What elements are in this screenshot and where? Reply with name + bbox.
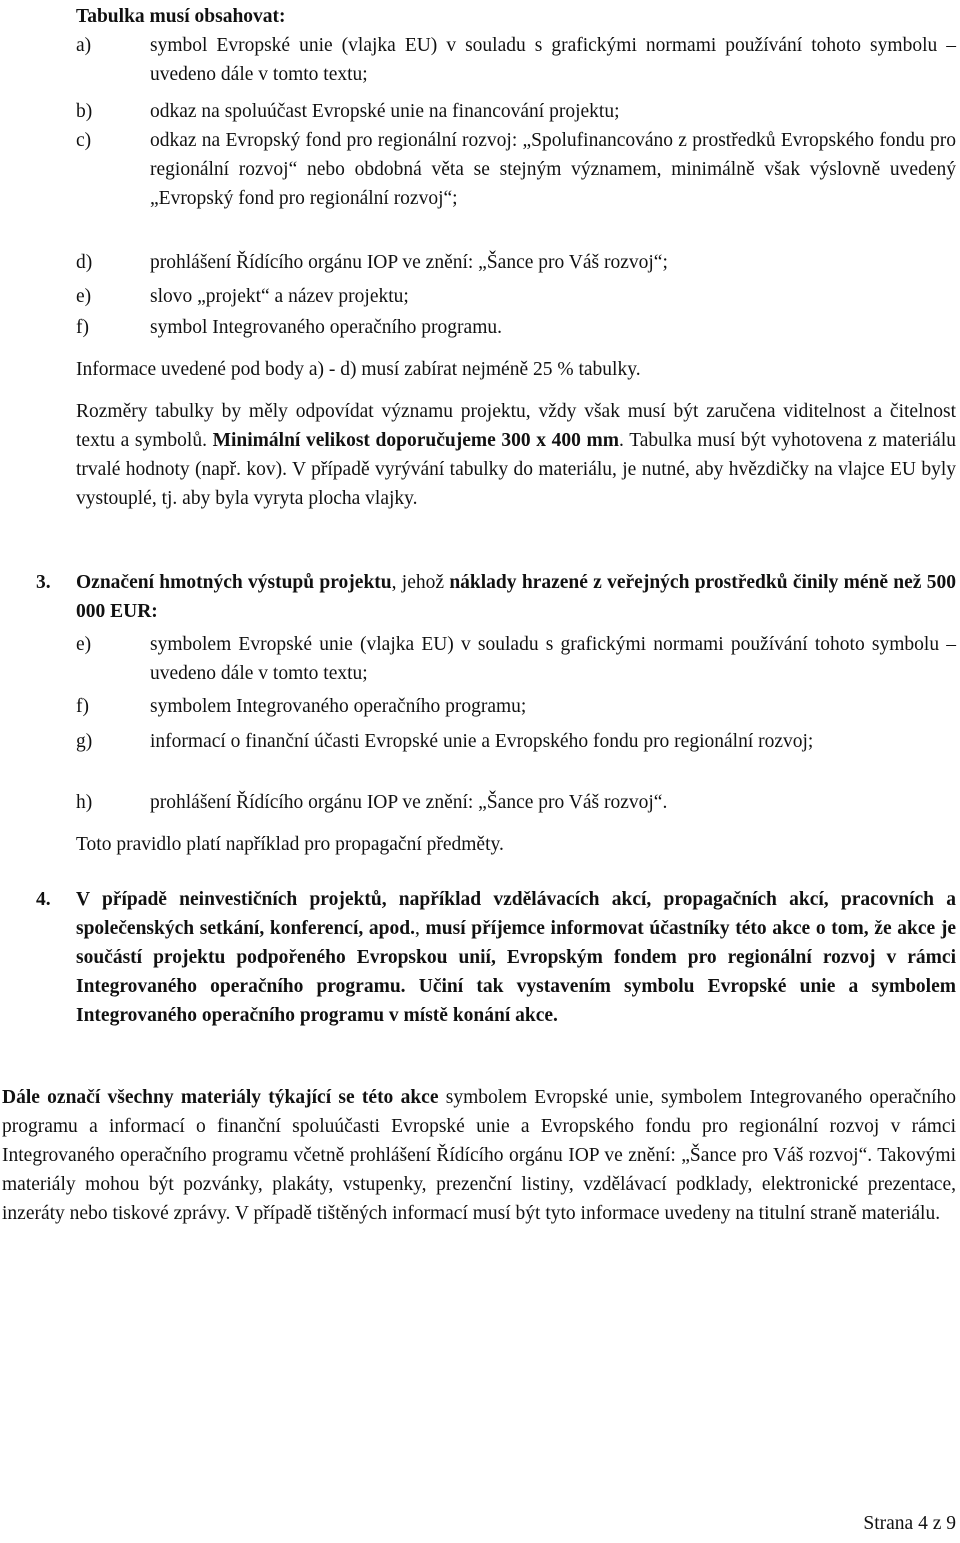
list-item-d (76, 248, 956, 277)
item-text: symbol Integrovaného operačního programu. (150, 317, 502, 338)
section-3-heading (76, 568, 956, 626)
item-text: prohlášení Řídícího orgánu IOP ve znění: „Šance pro Váš rozvoj“; (150, 252, 668, 273)
item-label: b) (76, 101, 93, 122)
list-heading: Tabulka musí obsahovat: (76, 6, 286, 27)
section-3-number: 3. (36, 572, 51, 593)
item-text: informací o finanční účasti Evropské unie a Evropského fondu pro regionální rozvoj; (150, 731, 814, 752)
item-label: h) (76, 792, 93, 813)
section-4-bold-2: musí příjemce informovat účastníky této akce o tom, že akce je součástí projektu podpořeného Evropskou unií, Evropským fondem pro regionální rozvoj v rámci Integrovaného operačního programu. Učiní tak vystavením symbolu Evropské unie a symbolem Integrovaného operačního programu v místě konání akce. (76, 918, 956, 1026)
item-label: d) (76, 252, 93, 273)
size-paragraph (76, 397, 956, 513)
section-3-bold-2: náklady hrazené z veřejných prostředků činily méně než 500 000 EUR: (76, 572, 956, 622)
section-3-item-h (76, 788, 956, 817)
section-3-text-1: , jehož (391, 572, 450, 593)
section-4-paragraph (76, 885, 956, 1030)
final-paragraph (2, 1083, 956, 1228)
item-text: prohlášení Řídícího orgánu IOP ve znění: „Šance pro Váš rozvoj“. (150, 792, 668, 813)
section-4-text-1: , (414, 918, 426, 939)
list-item-e (76, 282, 956, 311)
section-3-item-g (76, 727, 956, 756)
item-label: f) (76, 317, 89, 338)
item-text: symbolem Evropské unie (vlajka EU) v souladu s grafickými normami používání tohoto symbolu – uvedeno dále v tomto textu; (150, 634, 956, 684)
item-label: f) (76, 696, 89, 717)
item-label: c) (76, 130, 92, 151)
item-text: symbol Evropské unie (vlajka EU) v souladu s grafickými normami používání tohoto symbolu – uvedeno dále v tomto textu; (150, 35, 956, 85)
page-number: Strana 4 z 9 (863, 1513, 956, 1534)
list-item-b (76, 97, 956, 126)
final-bold: Dále označí všechny materiály týkající se této akce (2, 1087, 439, 1108)
item-text: odkaz na Evropský fond pro regionální rozvoj: „Spolufinancováno z prostředků Evropského fondu pro regionální rozvoj“ nebo obdobná věta se stejným významem, minimálně však výslovně uvedený „Evropský fond pro regionální rozvoj“; (150, 130, 956, 209)
list-item-f (76, 313, 956, 342)
final-text: symbolem Evropské unie, symbolem Integrovaného operačního programu a informací o finanční spoluúčasti Evropské unie a Evropského fondu pro regionální rozvoj v rámci Integrovaného operačního programu včetně prohlášení Řídícího orgánu IOP ve znění: „Šance pro Váš rozvoj“. Takovými materiály mohou být pozvánky, plakáty, vstupenky, prezenční listiny, vzdělávací podklady, elektronické prezentace, inzeráty nebo tiskové zprávy. V případě tištěných informací musí být tyto informace uvedeny na titulní straně materiálu. (2, 1087, 956, 1224)
size-text-3: . Tabulka musí být vyhotovena z materiálu trvalé hodnoty (např. kov). V případě vyrývání tabulky do materiálu, je nutné, aby hvězdičky na vlajce EU byly vystouplé, tj. aby byla vyryta plocha vlajky. (76, 430, 956, 509)
size-text-1: Rozměry tabulky by měly odpovídat významu projektu, vždy však musí být zaručena viditelnost a čitelnost textu a symbolů. (76, 401, 956, 451)
item-label: e) (76, 286, 92, 307)
item-text: symbolem Integrovaného operačního programu; (150, 696, 527, 717)
section-3-item-f (76, 692, 956, 721)
section-4-bold-1: V případě neinvestičních projektů, například vzdělávacích akcí, propagačních akcí, pracovních a společenských setkání, konferencí, apod. (76, 889, 956, 939)
section-4-number: 4. (36, 889, 51, 910)
section-3-rule: Toto pravidlo platí například pro propagační předměty. (76, 834, 504, 855)
list-item-a (76, 31, 956, 89)
item-label: a) (76, 35, 92, 56)
size-text-bold: Minimální velikost doporučujeme 300 x 400 mm (212, 430, 620, 451)
section-3-bold-1: Označení hmotných výstupů projektu (76, 572, 392, 593)
section-3-item-e (76, 630, 956, 688)
item-text: odkaz na spoluúčast Evropské unie na financování projektu; (150, 101, 620, 122)
item-text: slovo „projekt“ a název projektu; (150, 286, 409, 307)
item-label: e) (76, 634, 92, 655)
item-label: g) (76, 731, 93, 752)
info-paragraph: Informace uvedené pod body a) - d) musí zabírat nejméně 25 % tabulky. (76, 359, 641, 380)
list-item-c (76, 126, 956, 213)
